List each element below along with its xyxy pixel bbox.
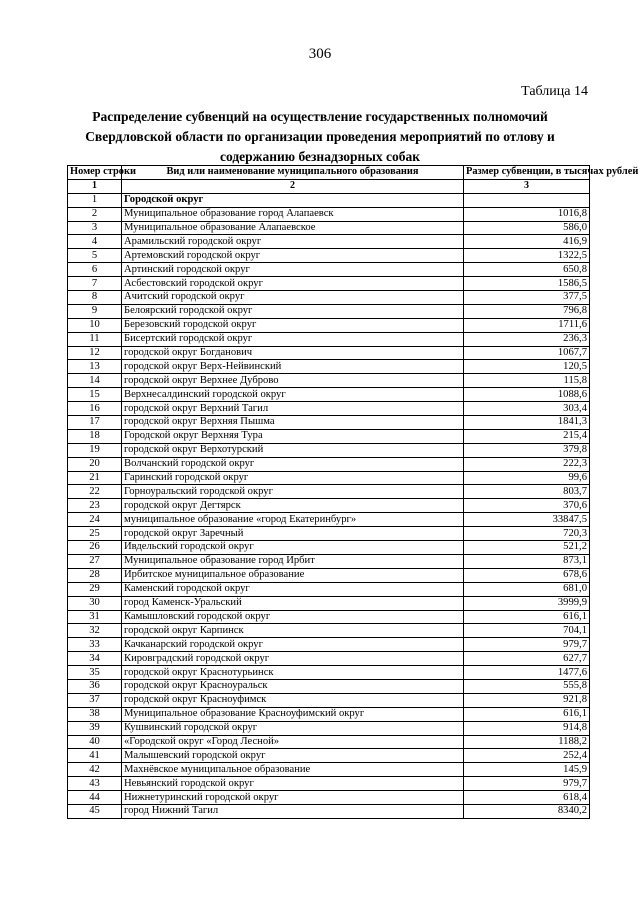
table-row bbox=[68, 693, 590, 707]
subvention-amount bbox=[464, 193, 590, 207]
municipality-name: городской округ Верх-Нейвинский bbox=[122, 360, 464, 374]
table-row bbox=[68, 457, 590, 471]
row-number: 23 bbox=[68, 499, 122, 513]
subvention-amount: 370,6 bbox=[464, 499, 590, 513]
municipality-name: Арамильский городской округ bbox=[122, 235, 464, 249]
municipality-name: городской округ Верхняя Пышма bbox=[122, 416, 464, 430]
municipality-name: Малышевский городской округ bbox=[122, 749, 464, 763]
subvention-amount: 521,2 bbox=[464, 541, 590, 555]
municipality-name: Муниципальное образование Красноуфимский округ bbox=[122, 707, 464, 721]
row-number: 8 bbox=[68, 291, 122, 305]
table-body bbox=[68, 193, 590, 818]
table-row bbox=[68, 207, 590, 221]
subvention-amount: 379,8 bbox=[464, 443, 590, 457]
subvention-amount: 1586,5 bbox=[464, 277, 590, 291]
table-row bbox=[68, 249, 590, 263]
municipality-name: Качканарский городской округ bbox=[122, 638, 464, 652]
row-number: 33 bbox=[68, 638, 122, 652]
subvention-amount: 796,8 bbox=[464, 304, 590, 318]
table-row bbox=[68, 610, 590, 624]
row-number: 41 bbox=[68, 749, 122, 763]
municipality-name: Каменский городской округ bbox=[122, 582, 464, 596]
municipality-name: Махнёвское муниципальное образование bbox=[122, 763, 464, 777]
subvention-amount: 979,7 bbox=[464, 777, 590, 791]
table-row bbox=[68, 318, 590, 332]
municipality-name: город Нижний Тагил bbox=[122, 804, 464, 818]
municipality-name: Верхнесалдинский городской округ bbox=[122, 388, 464, 402]
column-number: 2 bbox=[122, 179, 464, 193]
table-row bbox=[68, 429, 590, 443]
municipality-name: «Городской округ «Город Лесной» bbox=[122, 735, 464, 749]
subvention-amount: 678,6 bbox=[464, 568, 590, 582]
municipality-name: Белоярский городской округ bbox=[122, 304, 464, 318]
municipality-name: городской округ Богданович bbox=[122, 346, 464, 360]
municipality-name: город Каменск-Уральский bbox=[122, 596, 464, 610]
table-row bbox=[68, 652, 590, 666]
table-row bbox=[68, 235, 590, 249]
row-number: 3 bbox=[68, 221, 122, 235]
column-number: 1 bbox=[68, 179, 122, 193]
row-number: 45 bbox=[68, 804, 122, 818]
subvention-amount: 1477,6 bbox=[464, 666, 590, 680]
subvention-amount: 618,4 bbox=[464, 791, 590, 805]
table-row bbox=[68, 527, 590, 541]
row-number: 38 bbox=[68, 707, 122, 721]
table-row bbox=[68, 582, 590, 596]
table-row bbox=[68, 541, 590, 555]
subvention-amount: 616,1 bbox=[464, 707, 590, 721]
subvention-amount: 3999,9 bbox=[464, 596, 590, 610]
row-number: 13 bbox=[68, 360, 122, 374]
row-number: 18 bbox=[68, 429, 122, 443]
municipality-name: Невьянский городской округ bbox=[122, 777, 464, 791]
subvention-amount: 252,4 bbox=[464, 749, 590, 763]
row-number: 34 bbox=[68, 652, 122, 666]
column-number: 3 bbox=[464, 179, 590, 193]
row-number: 26 bbox=[68, 541, 122, 555]
municipality-name: городской округ Карпинск bbox=[122, 624, 464, 638]
header-row bbox=[68, 166, 590, 180]
subvention-amount: 115,8 bbox=[464, 374, 590, 388]
municipality-name: Нижнетуринский городской округ bbox=[122, 791, 464, 805]
municipality-name: Кировградский городской округ bbox=[122, 652, 464, 666]
table-row bbox=[68, 721, 590, 735]
row-number: 32 bbox=[68, 624, 122, 638]
column-number-row bbox=[68, 179, 590, 193]
row-number: 7 bbox=[68, 277, 122, 291]
table-row bbox=[68, 193, 590, 207]
table-row bbox=[68, 485, 590, 499]
subvention-amount: 704,1 bbox=[464, 624, 590, 638]
municipality-name: Бисертский городской округ bbox=[122, 332, 464, 346]
table-row bbox=[68, 638, 590, 652]
row-number: 31 bbox=[68, 610, 122, 624]
municipality-name: Асбестовский городской округ bbox=[122, 277, 464, 291]
table-row bbox=[68, 554, 590, 568]
subvention-amount: 416,9 bbox=[464, 235, 590, 249]
row-number: 22 bbox=[68, 485, 122, 499]
row-number: 19 bbox=[68, 443, 122, 457]
row-number: 21 bbox=[68, 471, 122, 485]
subvention-amount: 1841,3 bbox=[464, 416, 590, 430]
row-number: 9 bbox=[68, 304, 122, 318]
table-row bbox=[68, 304, 590, 318]
municipality-name: городской округ Верхотурский bbox=[122, 443, 464, 457]
row-number: 14 bbox=[68, 374, 122, 388]
row-number: 28 bbox=[68, 568, 122, 582]
table-row bbox=[68, 707, 590, 721]
table-row bbox=[68, 416, 590, 430]
row-number: 1 bbox=[68, 193, 122, 207]
municipality-name: городской округ Дегтярск bbox=[122, 499, 464, 513]
table-row bbox=[68, 791, 590, 805]
subvention-amount: 99,6 bbox=[464, 471, 590, 485]
subvention-amount: 33847,5 bbox=[464, 513, 590, 527]
row-number: 17 bbox=[68, 416, 122, 430]
table-label: Таблица 14 bbox=[521, 84, 588, 99]
subvention-amount: 1322,5 bbox=[464, 249, 590, 263]
subvention-amount: 555,8 bbox=[464, 679, 590, 693]
table-row bbox=[68, 568, 590, 582]
row-number: 36 bbox=[68, 679, 122, 693]
subvention-amount: 145,9 bbox=[464, 763, 590, 777]
row-number: 40 bbox=[68, 735, 122, 749]
subvention-amount: 1188,2 bbox=[464, 735, 590, 749]
subvention-amount: 303,4 bbox=[464, 402, 590, 416]
subvention-amount: 627,7 bbox=[464, 652, 590, 666]
municipality-name: Ивдельский городской округ bbox=[122, 541, 464, 555]
row-number: 20 bbox=[68, 457, 122, 471]
subvention-amount: 979,7 bbox=[464, 638, 590, 652]
table-row bbox=[68, 263, 590, 277]
row-number: 25 bbox=[68, 527, 122, 541]
page-number: 306 bbox=[308, 46, 332, 62]
subvention-amount: 586,0 bbox=[464, 221, 590, 235]
row-number: 15 bbox=[68, 388, 122, 402]
subvention-amount: 377,5 bbox=[464, 291, 590, 305]
municipality-name: городской округ Заречный bbox=[122, 527, 464, 541]
subvention-table bbox=[67, 165, 639, 819]
row-number: 37 bbox=[68, 693, 122, 707]
subvention-amount: 681,0 bbox=[464, 582, 590, 596]
municipality-name: Гаринский городской округ bbox=[122, 471, 464, 485]
row-number: 4 bbox=[68, 235, 122, 249]
subvention-amount: 873,1 bbox=[464, 554, 590, 568]
municipality-name: городской округ Верхний Тагил bbox=[122, 402, 464, 416]
row-number: 2 bbox=[68, 207, 122, 221]
table-row bbox=[68, 291, 590, 305]
document-title: Распределение субвенций на осуществление государственных полномочий Свердловской области по организации проведения мероприятий по отлову и содержанию безнадзорных собак bbox=[85, 109, 555, 164]
municipality-name: Муниципальное образование Алапаевское bbox=[122, 221, 464, 235]
table-row bbox=[68, 679, 590, 693]
subvention-amount: 1088,6 bbox=[464, 388, 590, 402]
column-header-number: Номер строки bbox=[68, 166, 122, 180]
row-number: 44 bbox=[68, 791, 122, 805]
row-number: 39 bbox=[68, 721, 122, 735]
subvention-amount: 1711,6 bbox=[464, 318, 590, 332]
table-row bbox=[68, 804, 590, 818]
municipality-name: Артемовский городской округ bbox=[122, 249, 464, 263]
subvention-amount: 1016,8 bbox=[464, 207, 590, 221]
subvention-amount: 650,8 bbox=[464, 263, 590, 277]
municipality-name: Березовский городской округ bbox=[122, 318, 464, 332]
table-row bbox=[68, 513, 590, 527]
row-number: 24 bbox=[68, 513, 122, 527]
subvention-amount: 222,3 bbox=[464, 457, 590, 471]
municipality-name: Ирбитское муниципальное образование bbox=[122, 568, 464, 582]
municipality-name: Ачитский городской округ bbox=[122, 291, 464, 305]
municipality-name: Муниципальное образование город Алапаевск bbox=[122, 207, 464, 221]
subvention-amount: 720,3 bbox=[464, 527, 590, 541]
municipality-name: городской округ Красноуфимск bbox=[122, 693, 464, 707]
table-row bbox=[68, 221, 590, 235]
row-number: 43 bbox=[68, 777, 122, 791]
table-row bbox=[68, 388, 590, 402]
municipality-name: Горноуральский городской округ bbox=[122, 485, 464, 499]
municipality-name: Муниципальное образование город Ирбит bbox=[122, 554, 464, 568]
row-number: 11 bbox=[68, 332, 122, 346]
row-number: 29 bbox=[68, 582, 122, 596]
table-row bbox=[68, 624, 590, 638]
table-row bbox=[68, 471, 590, 485]
table-row bbox=[68, 735, 590, 749]
municipality-name: городской округ Верхнее Дуброво bbox=[122, 374, 464, 388]
municipality-name: муниципальное образование «город Екатеринбург» bbox=[122, 513, 464, 527]
table-row bbox=[68, 402, 590, 416]
table-row bbox=[68, 499, 590, 513]
table-row bbox=[68, 749, 590, 763]
table-row bbox=[68, 777, 590, 791]
row-number: 10 bbox=[68, 318, 122, 332]
table-row bbox=[68, 596, 590, 610]
row-number: 27 bbox=[68, 554, 122, 568]
municipality-name: городской округ Красноуральск bbox=[122, 679, 464, 693]
table-row bbox=[68, 360, 590, 374]
table-row bbox=[68, 763, 590, 777]
table-row bbox=[68, 443, 590, 457]
subvention-amount: 616,1 bbox=[464, 610, 590, 624]
municipality-name: городской округ Краснотурьинск bbox=[122, 666, 464, 680]
table-row bbox=[68, 346, 590, 360]
municipality-name: Камышловский городской округ bbox=[122, 610, 464, 624]
row-number: 35 bbox=[68, 666, 122, 680]
municipality-name: Артинский городской округ bbox=[122, 263, 464, 277]
subvention-amount: 215,4 bbox=[464, 429, 590, 443]
row-number: 16 bbox=[68, 402, 122, 416]
row-number: 5 bbox=[68, 249, 122, 263]
column-header-name: Вид или наименование муниципального образования bbox=[122, 166, 464, 180]
subvention-amount: 8340,2 bbox=[464, 804, 590, 818]
subvention-amount: 921,8 bbox=[464, 693, 590, 707]
municipality-name: Городской округ bbox=[122, 193, 464, 207]
row-number: 42 bbox=[68, 763, 122, 777]
table-row bbox=[68, 666, 590, 680]
subvention-amount: 1067,7 bbox=[464, 346, 590, 360]
municipality-name: Волчанский городской округ bbox=[122, 457, 464, 471]
column-header-amount: Размер субвенции, в тысячах рублей bbox=[464, 166, 590, 180]
municipality-name: Кушвинский городской округ bbox=[122, 721, 464, 735]
table-row bbox=[68, 277, 590, 291]
row-number: 12 bbox=[68, 346, 122, 360]
row-number: 6 bbox=[68, 263, 122, 277]
subvention-amount: 803,7 bbox=[464, 485, 590, 499]
row-number: 30 bbox=[68, 596, 122, 610]
municipality-name: Городской округ Верхняя Тура bbox=[122, 429, 464, 443]
subvention-amount: 236,3 bbox=[464, 332, 590, 346]
table-row bbox=[68, 374, 590, 388]
subvention-amount: 914,8 bbox=[464, 721, 590, 735]
table-row bbox=[68, 332, 590, 346]
subvention-amount: 120,5 bbox=[464, 360, 590, 374]
